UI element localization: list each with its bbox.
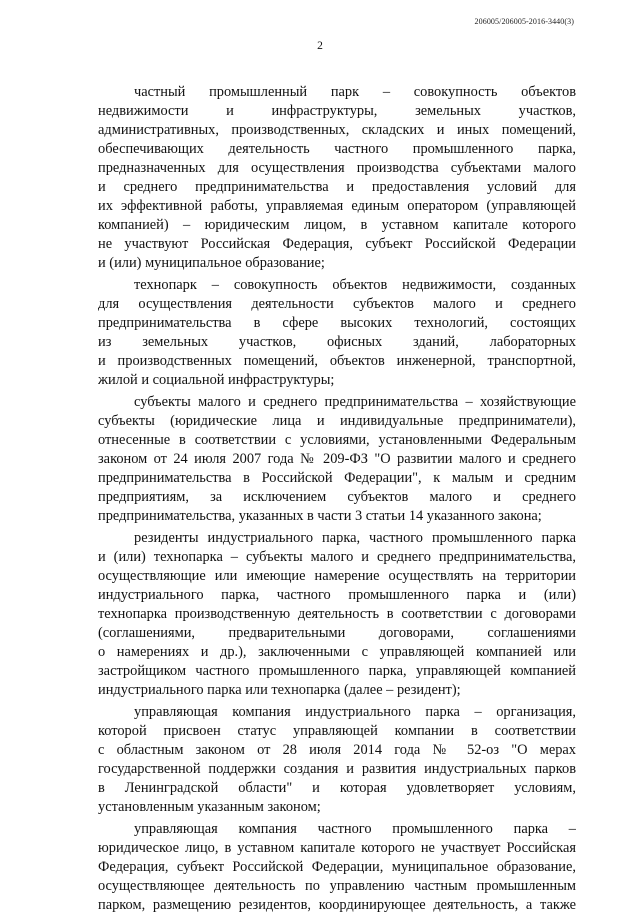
text-line: субъекты малого и среднего предпринимательства – хозяйствующие: [134, 394, 576, 410]
paragraph: [98, 529, 576, 700]
text-line: застройщиком частного промышленного парка, управляющей компанией: [98, 663, 576, 679]
text-line: из земельных участков, офисных зданий, лабораторных: [98, 334, 576, 350]
text-line: для осуществления деятельности субъектов малого и среднего: [98, 296, 576, 312]
text-line: их эффективной работы, управляемая единым оператором (управляющей: [98, 198, 576, 214]
paragraph: [98, 703, 576, 817]
text-line: парком, размещению резидентов, координирующее деятельность, а также: [98, 897, 576, 913]
text-line: управляющая компания частного промышленного парка –: [134, 821, 576, 837]
text-line: юридическое лицо, в уставном капитале которого не участвует Российская: [98, 840, 576, 856]
text-line: с областным законом от 28 июля 2014 года № 52-оз "О мерах: [98, 742, 576, 758]
text-line: частный промышленный парк – совокупность объектов: [134, 84, 576, 100]
paragraph: [98, 393, 576, 526]
text-line: (соглашениями, предварительными договорами, соглашениями: [98, 625, 576, 641]
text-line: административных, производственных, складских и иных помещений,: [98, 122, 576, 138]
text-line: обеспечивающих деятельность частного промышленного парка,: [98, 141, 576, 157]
page-number: 2: [317, 40, 323, 52]
text-line: государственной поддержки создания и развития индустриальных парков: [98, 761, 576, 777]
text-line: предприятиям, за исключением субъектов малого и среднего: [98, 489, 576, 505]
text-line: о намерениях и др.), заключенными с управляющей компанией или: [98, 644, 576, 660]
text-line: и производственных помещений, объектов инженерной, транспортной,: [98, 353, 576, 369]
text-line: и среднего предпринимательства и предоставления условий для: [98, 179, 576, 195]
paragraph: [98, 276, 576, 390]
document-id: 206005/206005-2016-3440(3): [474, 17, 574, 26]
text-line: субъекты (юридические лица и индивидуальные предприниматели),: [98, 413, 576, 429]
text-line: резиденты индустриального парка, частного промышленного парка: [134, 530, 576, 546]
paragraph: [98, 83, 576, 273]
text-line: и (или) муниципальное образование;: [98, 255, 325, 271]
text-line: предназначенных для осуществления производства субъектами малого: [98, 160, 576, 176]
text-line: предпринимательства, указанных в части 3 статьи 14 указанного закона;: [98, 508, 542, 524]
text-line: предпринимательства в Российской Федерации", к малым и средним: [98, 470, 576, 486]
text-line: предпринимательства в сфере высоких технологий, состоящих: [98, 315, 576, 331]
text-line: и (или) технопарка – субъекты малого и среднего предпринимательства,: [98, 549, 576, 565]
text-line: технопарка производственную деятельность в соответствии с договорами: [98, 606, 576, 622]
text-line: не участвуют Российская Федерация, субъект Российской Федерации: [98, 236, 576, 252]
text-line: законом от 24 июля 2007 года № 209-ФЗ "О развитии малого и среднего: [98, 451, 576, 467]
text-line: осуществляющие или имеющие намерение осуществлять на территории: [98, 568, 576, 584]
text-line: индустриального парка или технопарка (далее – резидент);: [98, 682, 461, 698]
text-line: недвижимости и инфраструктуры, земельных участков,: [98, 103, 576, 119]
text-line: технопарк – совокупность объектов недвижимости, созданных: [134, 277, 576, 293]
text-line: установленным указанным законом;: [98, 799, 321, 815]
text-line: индустриального парка, частного промышленного парка и (или): [98, 587, 576, 603]
text-line: компанией) – юридическим лицом, в уставном капитале которого: [98, 217, 576, 233]
text-line: отнесенные в соответствии с условиями, установленными Федеральным: [98, 432, 576, 448]
text-line: Федерация, субъект Российской Федерации, муниципальное образование,: [98, 859, 576, 875]
text-line: жилой и социальной инфраструктуры;: [98, 372, 335, 388]
text-line: которой присвоен статус управляющей компании в соответствии: [98, 723, 576, 739]
text-line: в Ленинградской области" и которая удовлетворяет условиям,: [98, 780, 576, 796]
text-line: управляющая компания индустриального парка – организация,: [134, 704, 576, 720]
paragraph: [98, 820, 576, 915]
text-line: осуществляющее деятельность по управлению частным промышленным: [98, 878, 576, 894]
document-body: [98, 83, 576, 915]
